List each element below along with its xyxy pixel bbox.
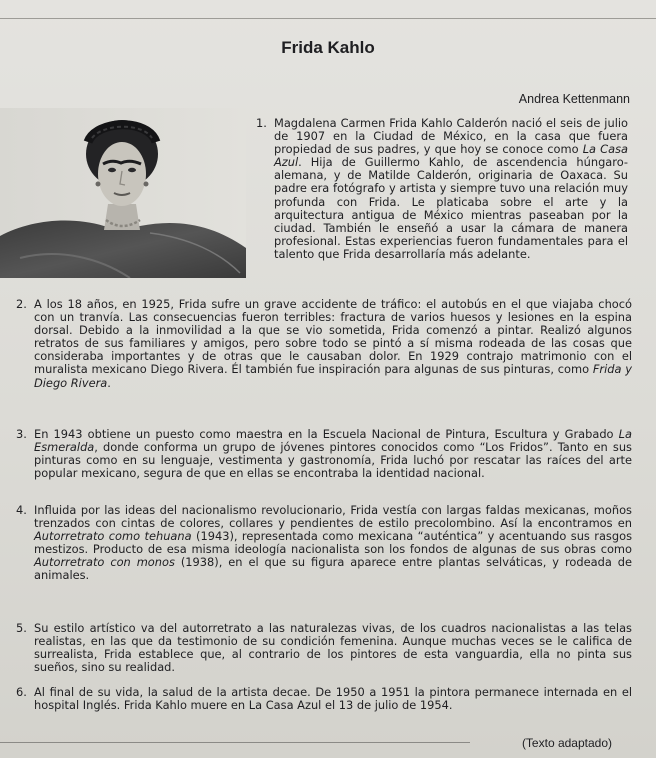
paragraph-6-text-a: Al final de su vida, la salud de la artista decae. De 1950 a 1951 la pintora permanece internada en el hospital Inglés. Frida Kahlo muere en La Casa Azul el 13 de julio de 1954. [34, 685, 632, 713]
paragraph-4-text-a: Influida por las ideas del nacionalismo revolucionario, Frida vestía con largas faldas mexicanas, moños trenzados con cintas de colores, collares y pendientes de estilo precolombino. Así la encontramos en [34, 503, 632, 531]
paragraph-5 [16, 621, 632, 675]
paragraph-2-number: 2. [16, 297, 27, 311]
paragraph-5-text-a: Su estilo artístico va del autorretrato a las naturalezas vivas, de los cuadros nacionalistas a las telas realistas, en las que da testimonio de su condición femenina. Aunque muchas veces se le califica de surrealista, Frida establece que, al contrario de los pintores de esta vanguardia, ella no pinta sus sueños, sino su realidad. [34, 621, 632, 675]
bottom-divider [0, 742, 470, 743]
paragraph-4-text-b: (1943), representada como mexicana “auténtica” y acentuando sus rasgos mestizos. Producto de esa misma ideología nacionalista son los fondos de algunas de sus obras como [34, 529, 632, 557]
paragraph-4-italic-title-2: Autorretrato con monos [34, 555, 175, 570]
paragraph-2-text-a: A los 18 años, en 1925, Frida sufre un grave accidente de tráfico: el autobús en el que viajaba chocó con un tranvía. Las consecuencias fueron terribles: fractura de varios huesos y lesiones en la espina dorsal. Debido a la inmovilidad a la que se vio sometida, Frida comenzó a pintar. Realizó algunos retratos de sus familiares y amigos, pero sobre todo se pintó a sí misma rodeada de las cosas que consideraba importantes y de otras que le causaban dolor. En 1929 contrajo matrimonio con el muralista mexicano Diego Rivera. Él también fue inspiración para algunas de sus pinturas, como [34, 297, 632, 377]
paragraph-4 [16, 503, 632, 583]
frida-portrait-photo [0, 108, 246, 278]
paragraph-3-number: 3. [16, 427, 27, 441]
paragraph-6-number: 6. [16, 685, 27, 699]
paragraph-3-italic-title: La Esmeralda [34, 427, 632, 455]
paragraph-4-text-c: (1938), en el que su figura aparece entre plantas selváticas, y rodeada de animales. [34, 555, 632, 583]
paragraph-3-text-a: En 1943 obtiene un puesto como maestra en la Escuela Nacional de Pintura, Escultura y Grabado [34, 427, 619, 441]
paragraph-4-italic-title-1: Autorretrato como tehuana [34, 529, 192, 544]
author-name: Andrea Kettenmann [518, 92, 630, 106]
paragraph-1-italic-title: La Casa Azul [274, 142, 628, 170]
paragraph-2 [16, 297, 632, 390]
paragraph-1-text-b: . Hija de Guillermo Kahlo, de ascendencia húngaro-alemana, y de Matilde Calderón, originaria de Oaxaca. Su padre era fotógrafo y artista y siempre tuvo una relación muy profunda con Frida. Le platicaba sobre el arte y la arquitectura antigua de México mientras paseaban por la ciudad. También le enseñó a usar la cámara de manera profesional. Estas experiencias fueron fundamentales para el talento que Frida desarrollaría más adelante. [274, 155, 628, 261]
paragraph-1 [256, 116, 628, 261]
document-title: Frida Kahlo [281, 38, 375, 57]
paragraph-4-number: 4. [16, 503, 27, 517]
paragraph-3 [16, 427, 632, 481]
top-divider [0, 18, 656, 19]
paragraph-6 [16, 685, 632, 713]
paragraph-1-text-a: Magdalena Carmen Frida Kahlo Calderón nació el seis de julio de 1907 en la Ciudad de México, en la casa que fuera propiedad de sus padres, y que hoy se conoce como [274, 116, 628, 157]
paragraph-2-italic-title: Frida y Diego Rivera [34, 362, 632, 390]
source-note: (Texto adaptado) [521, 736, 612, 750]
paragraph-5-number: 5. [16, 621, 27, 635]
paragraph-3-text-b: , donde conforma un grupo de jóvenes pintores conocidos como “Los Fridos”. Tanto en sus pinturas como en su lenguaje, vestimenta y gastronomía, Frida luchó por rescatar las raíces del arte popular mexicano, segura de que en ellas se encontraba la identidad nacional. [34, 440, 632, 481]
paragraph-2-text-b: . [107, 375, 111, 390]
paragraph-1-number: 1. [256, 116, 267, 130]
